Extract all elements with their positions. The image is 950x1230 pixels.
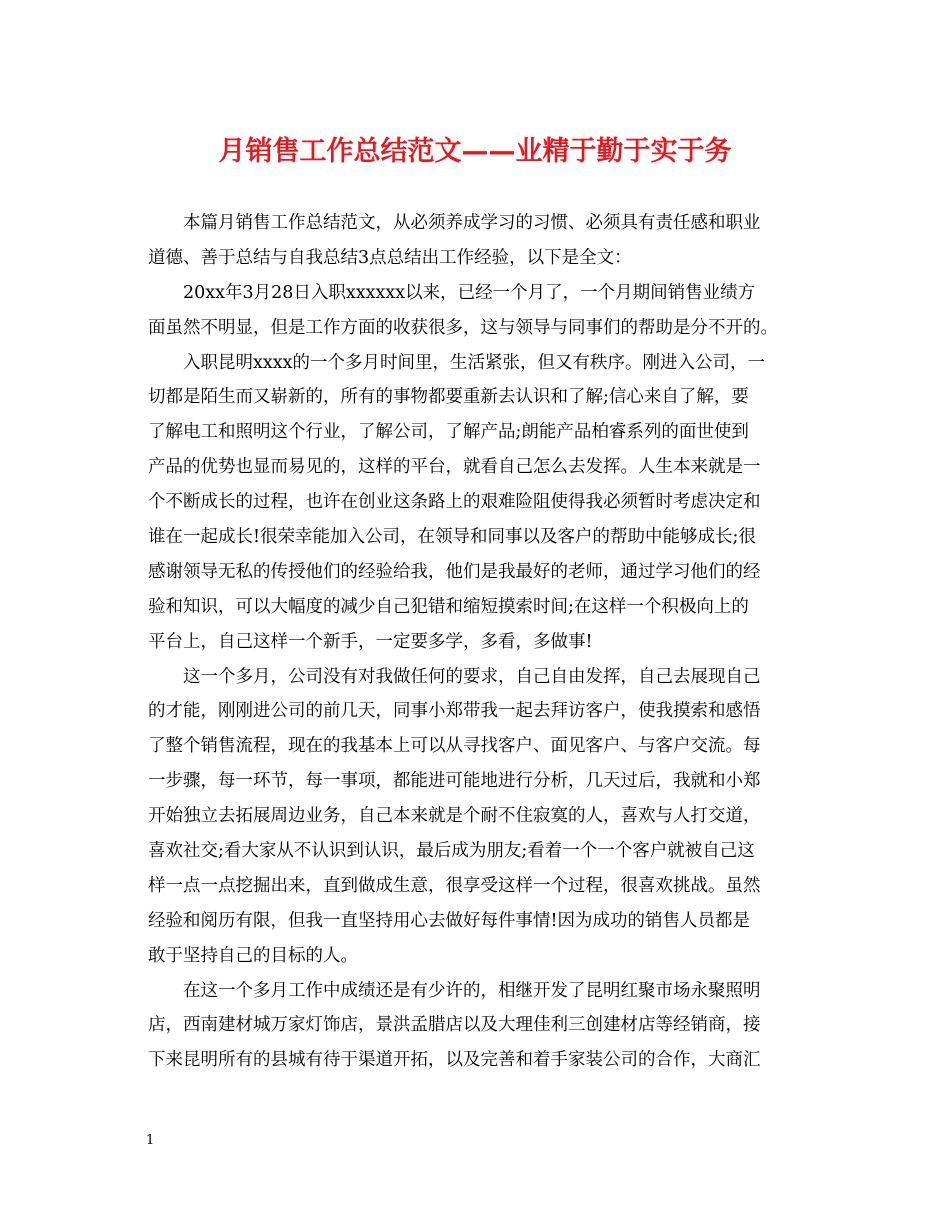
paragraph-line: 面虽然不明显，但是工作方面的收获很多，这与领导与同事们的帮助是分不开的。 <box>148 317 778 338</box>
paragraph-line: 20xx年3月28日入职xxxxxx以来，已经一个月了，一个月期间销售业绩方 <box>183 282 756 303</box>
paragraph-line: 喜欢社交;看大家从不认识到认识，最后成为朋友;看着一个一个客户就被自己这 <box>148 841 755 862</box>
paragraph-line: 了解电工和照明这个行业，了解公司，了解产品;朗能产品柏睿系列的面世使到 <box>148 422 749 443</box>
paragraph-line: 店，西南建材城万家灯饰店，景洪孟腊店以及大理佳利三创建材店等经销商，接 <box>148 1015 761 1036</box>
paragraph-line: 平台上，自己这样一个新手，一定要多学，多看，多做事! <box>148 631 593 652</box>
paragraph-line: 验和知识，可以大幅度的减少自己犯错和缩短摸索时间;在这样一个积极向上的 <box>148 596 749 617</box>
page-number: 1 <box>146 1133 155 1148</box>
paragraph-line: 了整个销售流程，现在的我基本上可以从寻找客户、面见客户、与客户交流。每 <box>148 736 761 757</box>
paragraph-line: 下来昆明所有的县城有待于渠道开拓，以及完善和着手家装公司的合作，大商汇 <box>148 1050 761 1071</box>
document-title: 月销售工作总结范文——业精于勤于实于务 <box>218 136 732 167</box>
paragraph-line: 感谢领导无私的传授他们的经验给我，他们是我最好的老师，通过学习他们的经 <box>148 561 761 582</box>
paragraph-line: 切都是陌生而又崭新的，所有的事物都要重新去认识和了解;信心来自了解，要 <box>148 387 749 408</box>
paragraph-line: 在这一个多月工作中成绩还是有少许的，相继开发了昆明红聚市场永聚照明 <box>183 980 761 1001</box>
paragraph-line: 入职昆明xxxx的一个多月时间里，生活紧张，但又有秩序。刚进入公司，一 <box>183 352 765 373</box>
paragraph-line: 这一个多月，公司没有对我做任何的要求，自己自由发挥，自己去展现自己 <box>183 666 761 687</box>
paragraph-line: 本篇月销售工作总结范文，从必须养成学习的习惯、必须具有责任感和职业 <box>183 213 761 233</box>
paragraph-line: 个不断成长的过程，也许在创业这条路上的艰难险阻使得我必须暂时考虑决定和 <box>148 492 761 513</box>
paragraph-line: 的才能，刚刚进公司的前几天，同事小郑带我一起去拜访客户，使我摸索和感悟 <box>148 701 761 722</box>
document-body <box>148 206 808 1078</box>
paragraph-line: 谁在一起成长!很荣幸能加入公司，在领导和同事以及客户的帮助中能够成长;很 <box>148 527 756 548</box>
paragraph-line: 样一点一点挖掘出来，直到做成生意，很享受这样一个过程，很喜欢挑战。虽然 <box>148 875 761 896</box>
paragraph-line: 一步骤，每一环节，每一事项，都能进可能地进行分析，几天过后，我就和小郑 <box>148 771 761 792</box>
paragraph-line: 敢于坚持自己的目标的人。 <box>148 945 358 966</box>
paragraph-line: 道德、善于总结与自我总结3点总结出工作经验，以下是全文： <box>148 247 632 268</box>
paragraph-line: 开始独立去拓展周边业务，自己本来就是个耐不住寂寞的人，喜欢与人打交道， <box>148 806 761 827</box>
paragraph-line: 产品的优势也显而易见的，这样的平台，就看自己怎么去发挥。人生本来就是一 <box>148 457 761 478</box>
paragraph-line: 经验和阅历有限，但我一直坚持用心去做好每件事情!因为成功的销售人员都是 <box>148 910 751 931</box>
